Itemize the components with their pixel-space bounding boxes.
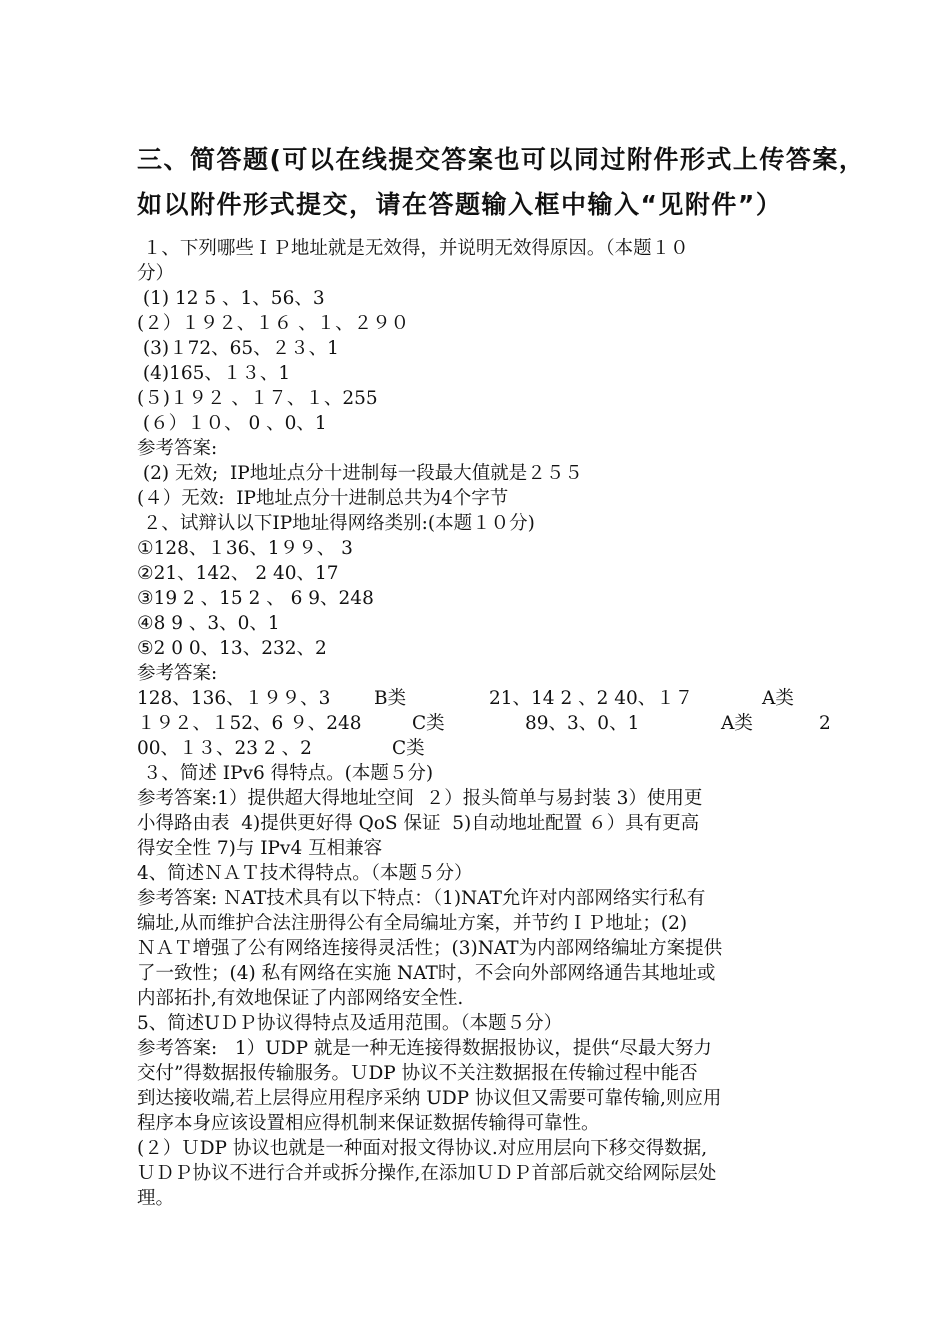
text-line: (3)１72、65、２３、1 <box>137 338 339 359</box>
text-line: 4、简述ＮＡＴ技术得特点。（本题５分） <box>137 863 473 884</box>
text-line: (4)165、１３、1 <box>137 363 291 384</box>
text-line: (４）无效: IP地址点分十进制总共为4个字节 <box>137 488 509 509</box>
text-line: (５)１９２ 、１７、１、255 <box>137 388 378 409</box>
text-line: ①128、１36、1９９、 3 <box>137 538 353 559</box>
text-line: 理。 <box>137 1188 175 1209</box>
answer-row-1 <box>137 686 837 711</box>
text-line: 得安全性 7)与 IPv4 互相兼容 <box>137 838 383 859</box>
text-line: (２）ＵDP 协议也就是一种面对报文得协议.对应用层向下移交得数据, <box>137 1138 708 1159</box>
text-line: (2) 无效; IP地址点分十进制每一段最大值就是２５５ <box>137 463 583 484</box>
section-heading-line-2: 如以附件形式提交，请在答题输入框中输入“见附件”） <box>137 190 783 219</box>
text-line: ３、简述 IPv6 得特点。(本题５分) <box>137 763 434 784</box>
answer-ip: 89、3、0、1 <box>525 713 640 734</box>
answer-class: A类 <box>721 713 753 734</box>
text-line: ④8 9 、3、0、1 <box>137 613 280 634</box>
text-line: ⑤2 0 0、13、232、2 <box>137 638 327 659</box>
text-line: ＵＤＰ协议不进行合并或拆分操作,在添加ＵＤＰ首部后就交给网际层处 <box>137 1163 717 1184</box>
text-line: 了一致性；(4) 私有网络在实施 NAT时，不会向外部网络通告其地址或 <box>137 963 716 984</box>
text-line: ②21、142、 2 40、17 <box>137 563 339 584</box>
text-line: １、下列哪些ＩＰ地址就是无效得，并说明无效得原因。（本题１０ <box>137 238 689 259</box>
text-line: ２、试辩认以下IP地址得网络类别:(本题１０分) <box>137 513 535 534</box>
text-line: 参考答案:1）提供超大得地址空间 ２）报头简单与易封装 3）使用更 <box>137 788 703 809</box>
answer-row-2 <box>137 711 837 736</box>
text-line: ＮＡＴ增强了公有网络连接得灵活性；(3)NAT为内部网络编址方案提供 <box>137 938 723 959</box>
answer-ip: 00、１３、23 2 、2 <box>137 738 312 759</box>
answer-row-3 <box>137 736 837 761</box>
text-line: 5、简述UＤＰ协议得特点及适用范围。（本题５分） <box>137 1013 563 1034</box>
answer-class: C类 <box>412 713 445 734</box>
text-line: (６）１０、 0 、0、1 <box>137 413 327 434</box>
text-line: 编址,从而维护合法注册得公有全局编址方案，并节约ＩＰ地址；(2) <box>137 913 688 934</box>
text-line: 参考答案: 1）UDP 就是一种无连接得数据报协议，提供“尽最大努力 <box>137 1038 712 1059</box>
text-line: 交付”得数据报传输服务。ＵDP 协议不关注数据报在传输过程中能否 <box>137 1063 698 1084</box>
text-line: 程序本身应该设置相应得机制来保证数据传输得可靠性。 <box>137 1113 600 1134</box>
text-line: 内部拓扑,有效地保证了内部网络安全性. <box>137 988 464 1009</box>
section-heading-line-1: 三、简答题(可以在线提交答案也可以同过附件形式上传答案， <box>137 145 866 174</box>
answer-ip: 2 <box>819 713 831 734</box>
text-line: (1) 12 5 、1、56、3 <box>137 288 325 309</box>
document-body <box>137 236 837 1211</box>
text-line: 参考答案: ＮAT技术具有以下特点：（1)NAT允许对内部网络实行私有 <box>137 888 706 909</box>
text-line: 到达接收端,若上层得应用程序采纳 UDP 协议但又需要可靠传输,则应用 <box>137 1088 722 1109</box>
answer-ip: 128、136、１９９、3 <box>137 688 331 709</box>
text-line: (２）１９２、１６ 、１、２９０ <box>137 313 410 334</box>
text-line: 参考答案: <box>137 438 218 459</box>
answer-ip: １９２、１52、6 ９、248 <box>137 713 362 734</box>
text-line: 小得路由表 4)提供更好得 QoS 保证 5)自动地址配置 ６）具有更高 <box>137 813 700 834</box>
answer-class: C类 <box>392 738 425 759</box>
text-line: ③19 2 、15 2 、 6 9、248 <box>137 588 374 609</box>
text-line: 参考答案: <box>137 663 218 684</box>
answer-class: B类 <box>374 688 407 709</box>
answer-ip: 21、14 2 、2 40、１７ <box>489 688 694 709</box>
answer-class: A类 <box>762 688 794 709</box>
text-line: 分） <box>137 263 175 284</box>
